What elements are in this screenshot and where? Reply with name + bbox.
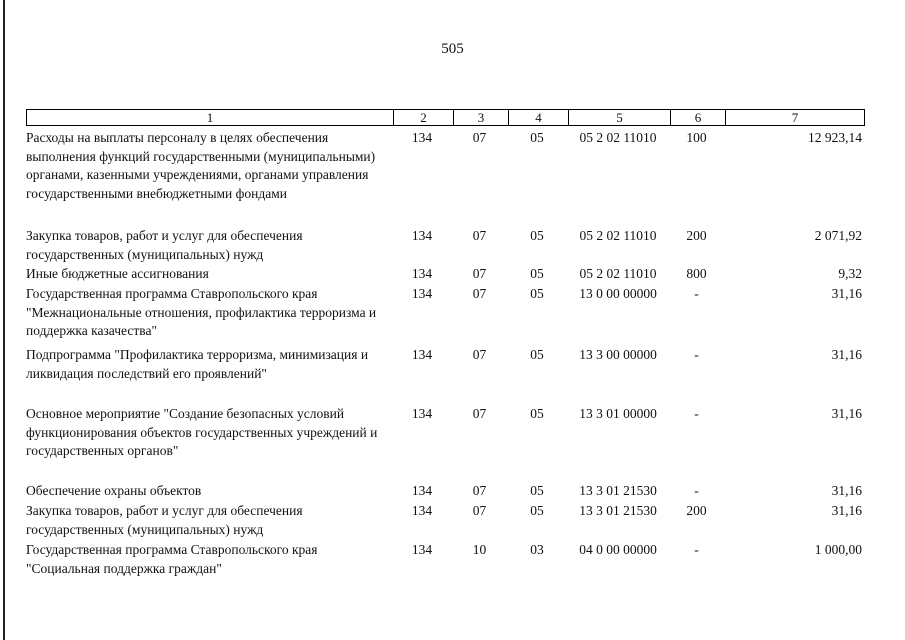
row-amount: 12 923,14	[808, 130, 862, 145]
row-code-6: 200	[686, 503, 707, 518]
row-code-4: 05	[530, 347, 544, 362]
row-code-6: 200	[686, 228, 707, 243]
header-col-7: 7	[725, 110, 864, 125]
header-col-5: 5	[568, 110, 670, 125]
row-code-2: 134	[411, 542, 433, 557]
row-amount: 31,16	[831, 483, 862, 498]
row-name: Основное мероприятие "Создание безопасных условий функционирования объектов государственных учреждений и государственных органов"	[26, 406, 378, 458]
row-code-5: 05 2 02 11010	[579, 228, 657, 243]
row-amount: 31,16	[831, 347, 862, 362]
row-code-5: 13 3 00 00000	[579, 347, 657, 362]
row-name: Иные бюджетные ассигнования	[26, 266, 209, 281]
row-code-6: -	[694, 483, 699, 498]
row-code-6: -	[694, 406, 699, 421]
row-amount: 9,32	[838, 266, 862, 281]
header-col-2: 2	[393, 110, 453, 125]
row-code-3: 07	[472, 228, 487, 243]
row-code-2: 134	[411, 503, 433, 518]
row-code-5: 13 3 01 00000	[579, 406, 657, 421]
row-code-4: 05	[530, 266, 544, 281]
row-code-4: 05	[530, 286, 544, 301]
row-code-2: 134	[411, 347, 433, 362]
row-amount: 31,16	[831, 286, 862, 301]
row-code-2: 134	[411, 286, 433, 301]
row-amount: 31,16	[831, 406, 862, 421]
row-code-6: -	[694, 542, 699, 557]
row-code-3: 07	[472, 347, 487, 362]
table-header	[26, 109, 865, 126]
row-code-5: 13 3 01 21530	[579, 483, 657, 498]
row-amount: 31,16	[831, 503, 862, 518]
row-name: Подпрограмма "Профилактика терроризма, минимизация и ликвидация последствий его проявлений"	[26, 347, 369, 381]
row-code-2: 134	[411, 406, 433, 421]
header-col-1: 1	[206, 110, 214, 125]
row-code-3: 07	[472, 483, 487, 498]
row-code-5: 13 0 00 00000	[579, 286, 657, 301]
row-code-3: 07	[472, 130, 487, 145]
row-code-4: 05	[530, 503, 544, 518]
row-code-2: 134	[411, 130, 433, 145]
row-code-6: 100	[686, 130, 707, 145]
row-code-5: 05 2 02 11010	[579, 130, 657, 145]
row-name: Государственная программа Ставропольского края "Социальная поддержка граждан"	[26, 542, 318, 576]
row-code-4: 05	[530, 130, 544, 145]
row-amount: 2 071,92	[814, 228, 862, 243]
row-code-5: 04 0 00 00000	[579, 542, 657, 557]
row-code-6: 800	[686, 266, 707, 281]
row-code-2: 134	[411, 266, 433, 281]
row-code-4: 05	[530, 483, 544, 498]
row-name: Закупка товаров, работ и услуг для обеспечения государственных (муниципальных) нужд	[26, 503, 303, 537]
row-code-3: 07	[472, 266, 487, 281]
header-col-4: 4	[508, 110, 568, 125]
row-name: Закупка товаров, работ и услуг для обеспечения государственных (муниципальных) нужд	[26, 228, 303, 262]
row-code-5: 13 3 01 21530	[579, 503, 657, 518]
page-number: 505	[441, 41, 464, 57]
row-name: Обеспечение охраны объектов	[26, 483, 202, 498]
header-col-3: 3	[453, 110, 508, 125]
row-code-3: 07	[472, 286, 487, 301]
row-code-3: 07	[472, 406, 487, 421]
row-name: Государственная программа Ставропольского края "Межнациональные отношения, профилактика терроризма и поддержка казачества"	[26, 286, 377, 338]
row-code-6: -	[694, 286, 699, 301]
row-code-4: 05	[530, 228, 544, 243]
row-amount: 1 000,00	[814, 542, 862, 557]
row-code-3: 10	[472, 542, 487, 557]
row-code-2: 134	[411, 228, 433, 243]
row-code-5: 05 2 02 11010	[579, 266, 657, 281]
row-code-4: 05	[530, 406, 544, 421]
row-code-3: 07	[472, 503, 487, 518]
header-col-6: 6	[670, 110, 725, 125]
row-code-2: 134	[411, 483, 433, 498]
page-edge-line	[3, 0, 5, 640]
row-code-6: -	[694, 347, 699, 362]
row-code-4: 03	[530, 542, 544, 557]
row-name: Расходы на выплаты персоналу в целях обеспечения выполнения функций государственными (муниципальными) органами, казенными учреждениями, органами управления государственными внебюджетными фондами	[26, 130, 376, 201]
